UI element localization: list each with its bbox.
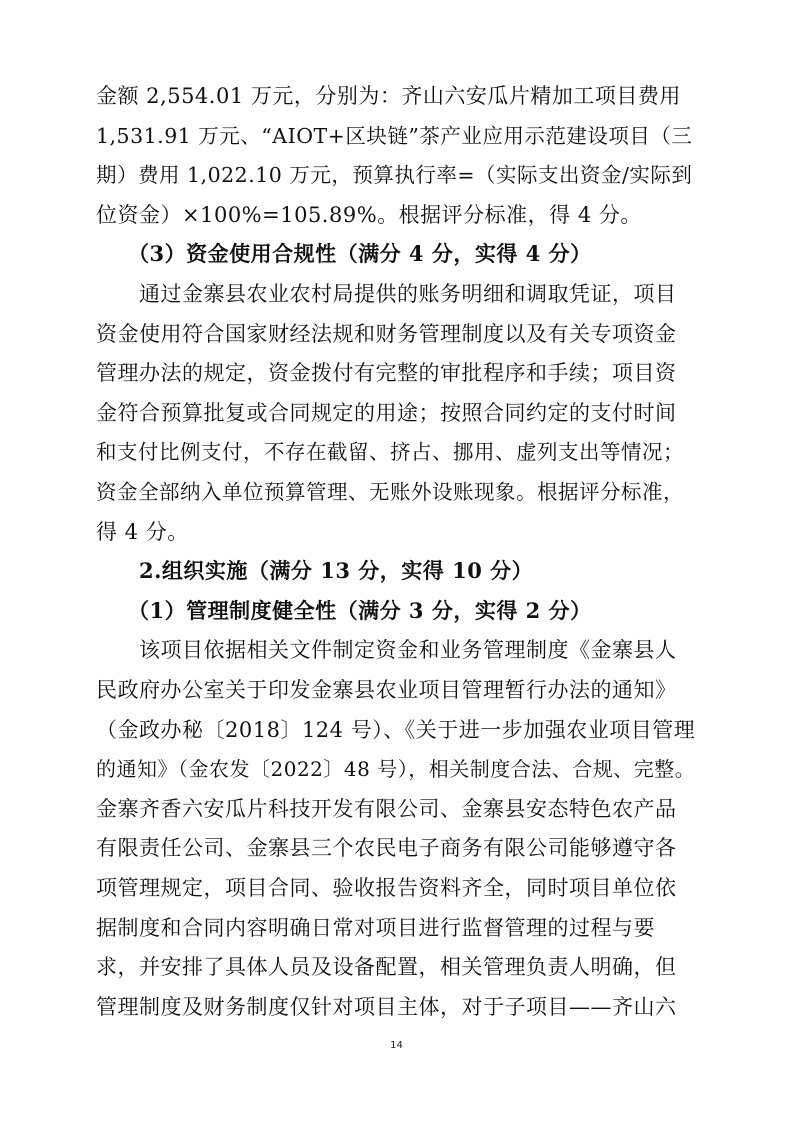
paragraph-line: 求，并安排了具体人员及设备配置，相关管理负责人明确，但 <box>96 955 677 980</box>
paragraph-line: 的通知》（金农发〔2022〕48 号），相关制度合法、合规、完整。 <box>96 757 696 782</box>
paragraph-line: 期）费用 1,022.10 万元，预算执行率=（实际支出资金/实际到 <box>96 163 693 188</box>
paragraph-line: 资金使用符合国家财经法规和财务管理制度以及有关专项资金 <box>96 321 677 346</box>
paragraph-line: 1,531.91 万元、“AIOT+区块链”茶产业应用示范建设项目（三 <box>96 123 693 148</box>
paragraph-line: 位资金）×100%=105.89%。根据评分标准，得 4 分。 <box>96 202 642 227</box>
paragraph-line: 民政府办公室关于印发金寨县农业项目管理暂行办法的通知》 <box>96 678 677 702</box>
paragraph-line: 金额 2,554.01 万元，分别为：齐山六安瓜片精加工项目费用 <box>96 84 681 108</box>
paragraph-line: 管理制度及财务制度仅针对项目主体，对于子项目——齐山六 <box>96 994 677 1019</box>
section-heading: （3）资金使用合规性（满分 4 分，实得 4 分） <box>128 241 592 267</box>
page-number: 14 <box>390 1040 403 1051</box>
section-heading: 2.组织实施（满分 13 分，实得 10 分） <box>139 558 534 584</box>
paragraph-line: 据制度和合同内容明确日常对项目进行监督管理的过程与要 <box>96 915 655 940</box>
paragraph-line: 通过金寨县农业农村局提供的账务明细和调取凭证，项目 <box>139 282 677 306</box>
paragraph-line: 项管理规定，项目合同、验收报告资料齐全，同时项目单位依 <box>96 876 677 900</box>
paragraph-line: 资金全部纳入单位预算管理、无账外设账现象。根据评分标准， <box>96 480 684 504</box>
paragraph-line: 有限责任公司、金寨县三个农民电子商务有限公司能够遵守各 <box>96 836 677 861</box>
section-heading: （1）管理制度健全性（满分 3 分，实得 2 分） <box>128 597 592 623</box>
paragraph-line: 金寨齐香六安瓜片科技开发有限公司、金寨县安态特色农产品 <box>96 796 677 821</box>
paragraph-line: 管理办法的规定，资金拨付有完整的审批程序和手续；项目资 <box>96 361 677 386</box>
paragraph-line: 该项目依据相关文件制定资金和业务管理制度《金寨县人 <box>139 638 677 663</box>
paragraph-line: （金政办秘〔2018〕124 号）、《关于进一步加强农业项目管理 <box>96 717 696 742</box>
paragraph-line: 和支付比例支付，不存在截留、挤占、挪用、虚列支出等情况； <box>96 440 684 465</box>
paragraph-line: 得 4 分。 <box>96 519 189 544</box>
paragraph-line: 金符合预算批复或合同规定的用途；按照合同约定的支付时间 <box>96 400 677 425</box>
